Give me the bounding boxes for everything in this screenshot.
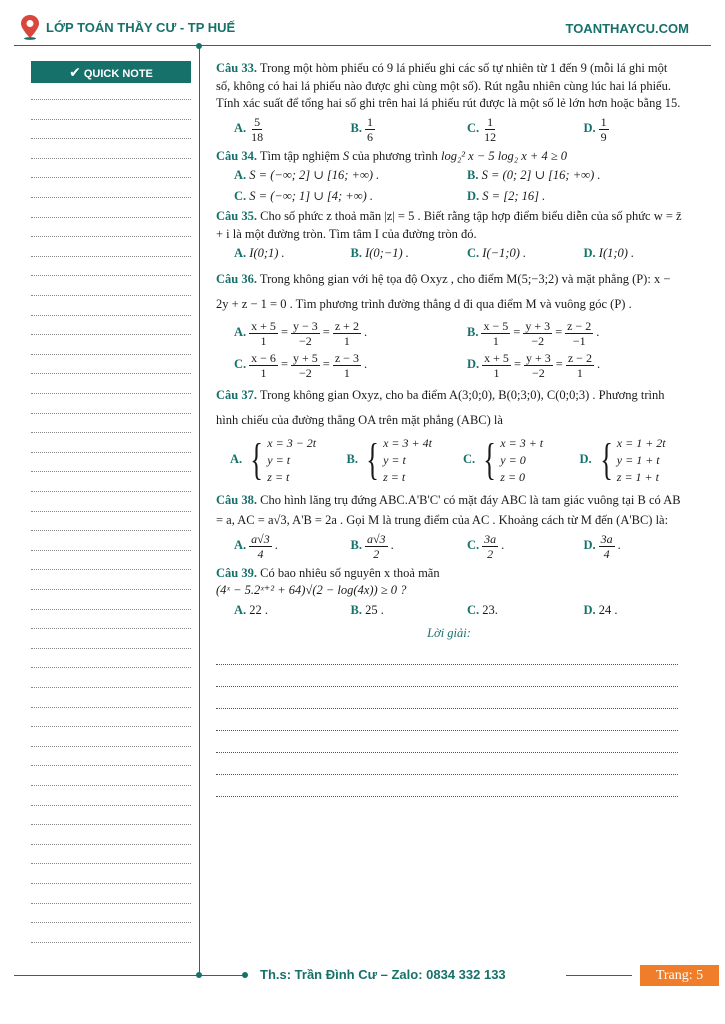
question-38: Câu 38. Cho hình lăng trụ đứng ABC.A'B'C' có mặt đáy ABC là tam giác vuông tại B có AB = a, AC = a√3, A'B = 2a . Gọi M là trung điểm của AC . Khoảng cách từ M đến (A'BC) là: A. $\frac{a√3}{4}$ . B. $\frac{a√3}{2}$ . C. $\frac{3a}{2}$ . D. $\frac{3a}{4}$ .	[216, 492, 681, 561]
note-line	[31, 354, 191, 355]
note-line	[31, 393, 191, 394]
option-d[interactable]: D. S = [2; 16] .	[467, 188, 546, 203]
page-number: Trang: 5	[640, 965, 719, 986]
option-a[interactable]: A. $\frac{5}{18}$	[234, 114, 264, 144]
option-c[interactable]: C. $\frac{3a}{2}$ .	[467, 531, 505, 561]
option-d[interactable]: D. I(1;0) .	[583, 246, 635, 260]
note-line	[31, 119, 191, 120]
footer-divider	[566, 975, 632, 976]
note-line	[31, 667, 191, 668]
note-line	[31, 726, 191, 727]
note-line	[31, 511, 191, 512]
checkmark-icon: ✔	[69, 64, 81, 80]
note-line	[31, 275, 191, 276]
note-line	[31, 844, 191, 845]
note-line	[31, 138, 191, 139]
note-line	[31, 334, 191, 335]
option-a[interactable]: A. 22 .	[234, 602, 269, 617]
note-line	[31, 177, 191, 178]
note-line	[31, 452, 191, 453]
note-line	[31, 707, 191, 708]
options-34b	[216, 188, 682, 206]
question-37: Câu 37. Trong không gian Oxyz, cho ba điểm A(3;0;0), B(0;3;0), C(0;0;3) . Phương trình hình chiếu của đường thẳng OA trên mặt phẳng (ABC) là A. { x = 3 − 2t y = t z = t B. { x = 3 + 4t y = t z = t C. { x = 3 + t y = 0 z = 0 D. { x = 1 + 2t y = 1 + t z = 1 + t	[216, 383, 682, 486]
question-35: Câu 35. Cho số phức z thoả mãn |z| = 5 . Biết rằng tập hợp điểm biểu diễn của số phức w = z̄ + i là một đường tròn. Tìm tâm I của đường tròn đó. A. I(0;1) . B. I(0;−1) . C. I(−1;0) . D. I(1;0) .	[216, 208, 682, 263]
options-34a	[216, 167, 682, 185]
option-c[interactable]: C. $\frac{1}{12}$	[467, 114, 497, 144]
option-c[interactable]: C. I(−1;0) .	[467, 246, 527, 260]
options-33	[216, 115, 682, 144]
brand-title: LỚP TOÁN THẦY CƯ - TP HUẾ	[46, 19, 236, 35]
answer-line[interactable]	[216, 664, 678, 665]
note-line	[31, 785, 191, 786]
site-url[interactable]: TOANTHAYCU.COM	[565, 21, 689, 36]
option-d[interactable]: D. 24 .	[583, 602, 618, 617]
option-d[interactable]: D. { x = 1 + 2t y = 1 + t z = 1 + t	[579, 435, 666, 484]
note-line	[31, 628, 191, 629]
answer-line[interactable]	[216, 686, 678, 687]
quick-note-heading: ✔ QUICK NOTE	[31, 61, 191, 83]
note-line	[31, 746, 191, 747]
note-line	[31, 158, 191, 159]
option-a[interactable]: A. $\frac{a√3}{4}$ .	[234, 531, 278, 561]
header-divider	[14, 45, 711, 46]
brand-header	[20, 14, 235, 40]
divider-dot	[196, 43, 202, 49]
footer-divider	[14, 975, 246, 976]
note-line	[31, 432, 191, 433]
note-line	[31, 491, 191, 492]
answer-line[interactable]	[216, 796, 678, 797]
note-line	[31, 863, 191, 864]
note-line	[31, 217, 191, 218]
options-35	[216, 245, 682, 263]
options-39	[216, 602, 682, 620]
note-line	[31, 99, 191, 100]
option-c[interactable]: C. $\frac{x - 6}{1}$ = $\frac{y + 5}{-2}$ = $\frac{z - 3}{1}$ .	[234, 350, 368, 380]
divider-dot	[242, 972, 248, 978]
options-37	[216, 435, 682, 486]
option-a[interactable]: A. { x = 3 − 2t y = t z = t	[230, 435, 317, 484]
question-33: Câu 33. Trong một hòm phiếu có 9 lá phiếu ghi các số tự nhiên từ 1 đến 9 (mỗi lá ghi một số, không có hai lá phiếu nào được ghi cùng một số). Rút ngẫu nhiên cùng lúc hai lá phiếu. Tính xác suất để tổng hai số ghi trên hai lá phiếu rút được là một số lẻ lớn hơn hoặc bằng 15. A. $\frac{5}{18}$ B. $\frac{1}{6}$ C. $\frac{1}{12}$ D. $\frac{1}{9}$	[216, 61, 681, 144]
option-a[interactable]: A. $\frac{x + 5}{1}$ = $\frac{y - 3}{-2}$ = $\frac{z + 2}{1}$ .	[234, 318, 368, 348]
note-line	[31, 765, 191, 766]
options-36a	[216, 319, 682, 348]
note-line	[31, 687, 191, 688]
note-line	[31, 471, 191, 472]
question-34: Câu 34. Tìm tập nghiệm S của phương trình log₂² x − 5 log₂ x + 4 ≥ 0 A. S = (−∞; 2] ∪ [16; +∞) . B. S = (0; 2] ∪ [16; +∞) . C. S = (−∞; 1] ∪ [4; +∞) . D. S = [2; 16] .	[216, 148, 682, 206]
note-line	[31, 373, 191, 374]
question-39: Câu 39. Có bao nhiêu số nguyên x thoả mãn (4ˣ − 5.2ˣ⁺² + 64)√(2 − log(4x)) ≥ 0 ? A. 22 . B. 25 . C. 23. D. 24 .	[216, 565, 682, 620]
note-line	[31, 197, 191, 198]
note-line	[31, 295, 191, 296]
answer-line[interactable]	[216, 708, 678, 709]
answer-line[interactable]	[216, 752, 678, 753]
note-line	[31, 824, 191, 825]
note-line	[31, 805, 191, 806]
option-a[interactable]: A. I(0;1) .	[234, 246, 285, 260]
option-b[interactable]: B. $\frac{1}{6}$	[350, 114, 373, 144]
option-c[interactable]: C. 23.	[467, 602, 498, 617]
question-content	[216, 60, 682, 797]
option-c[interactable]: C. { x = 3 + t y = 0 z = 0	[463, 435, 544, 484]
note-line	[31, 236, 191, 237]
note-line	[31, 256, 191, 257]
option-a[interactable]: A. S = (−∞; 2] ∪ [16; +∞) .	[234, 168, 380, 182]
map-pin-icon	[20, 14, 40, 40]
option-b[interactable]: B. $\frac{a√3}{2}$ .	[350, 531, 394, 561]
question-36: Câu 36. Trong không gian với hệ tọa độ Oxyz , cho điểm M(5;−3;2) và mặt phẳng (P): x − 2y + z − 1 = 0 . Tìm phương trình đường thẳng d đi qua điểm M và vuông góc (P) . A. $\frac{x + 5}{1}$ = $\frac{y - 3}{-2}$ = $\frac{z + 2}{1}$ . B. $\frac{x - 5}{1}$ = $\frac{y + 3}{-2}$ = $\frac{z - 2}{-1}$ . C. $\frac{x - 6}{1}$ = $\frac{y + 5}{-2}$ = $\frac{z - 3}{1}$ . D. $\frac{x + 5}{1}$ = $\frac{y + 3}{-2}$ = $\frac{z - 2}{1}$ .	[216, 267, 682, 380]
note-line	[31, 550, 191, 551]
note-line	[31, 569, 191, 570]
note-line	[31, 530, 191, 531]
note-line	[31, 883, 191, 884]
author-contact: Th.s: Trần Đình Cư – Zalo: 0834 332 133	[260, 967, 506, 982]
note-line	[31, 589, 191, 590]
option-b[interactable]: B. I(0;−1) .	[350, 246, 409, 260]
note-line	[31, 609, 191, 610]
options-38	[216, 532, 682, 561]
option-c[interactable]: C. S = (−∞; 1] ∪ [4; +∞) .	[234, 188, 374, 203]
note-line	[31, 648, 191, 649]
margin-divider	[199, 46, 200, 976]
note-line	[31, 903, 191, 904]
answer-line[interactable]	[216, 774, 678, 775]
note-line	[31, 413, 191, 414]
option-b[interactable]: B. S = (0; 2] ∪ [16; +∞) .	[467, 168, 601, 182]
option-b[interactable]: B. $\frac{x - 5}{1}$ = $\frac{y + 3}{-2}$ = $\frac{z - 2}{-1}$ .	[467, 318, 600, 348]
note-line	[31, 942, 191, 943]
options-36b	[216, 351, 682, 380]
option-d[interactable]: D. $\frac{3a}{4}$ .	[583, 531, 621, 561]
option-d[interactable]: D. $\frac{x + 5}{1}$ = $\frac{y + 3}{-2}$ = $\frac{z - 2}{1}$ .	[467, 350, 601, 380]
option-b[interactable]: B. 25 .	[350, 602, 384, 617]
option-d[interactable]: D. $\frac{1}{9}$	[583, 114, 607, 144]
solution-heading: Lời giải:	[427, 626, 471, 640]
option-b[interactable]: B. { x = 3 + 4t y = t z = t	[346, 435, 432, 484]
note-line	[31, 922, 191, 923]
note-line	[31, 315, 191, 316]
answer-lines	[216, 664, 682, 797]
answer-line[interactable]	[216, 730, 678, 731]
